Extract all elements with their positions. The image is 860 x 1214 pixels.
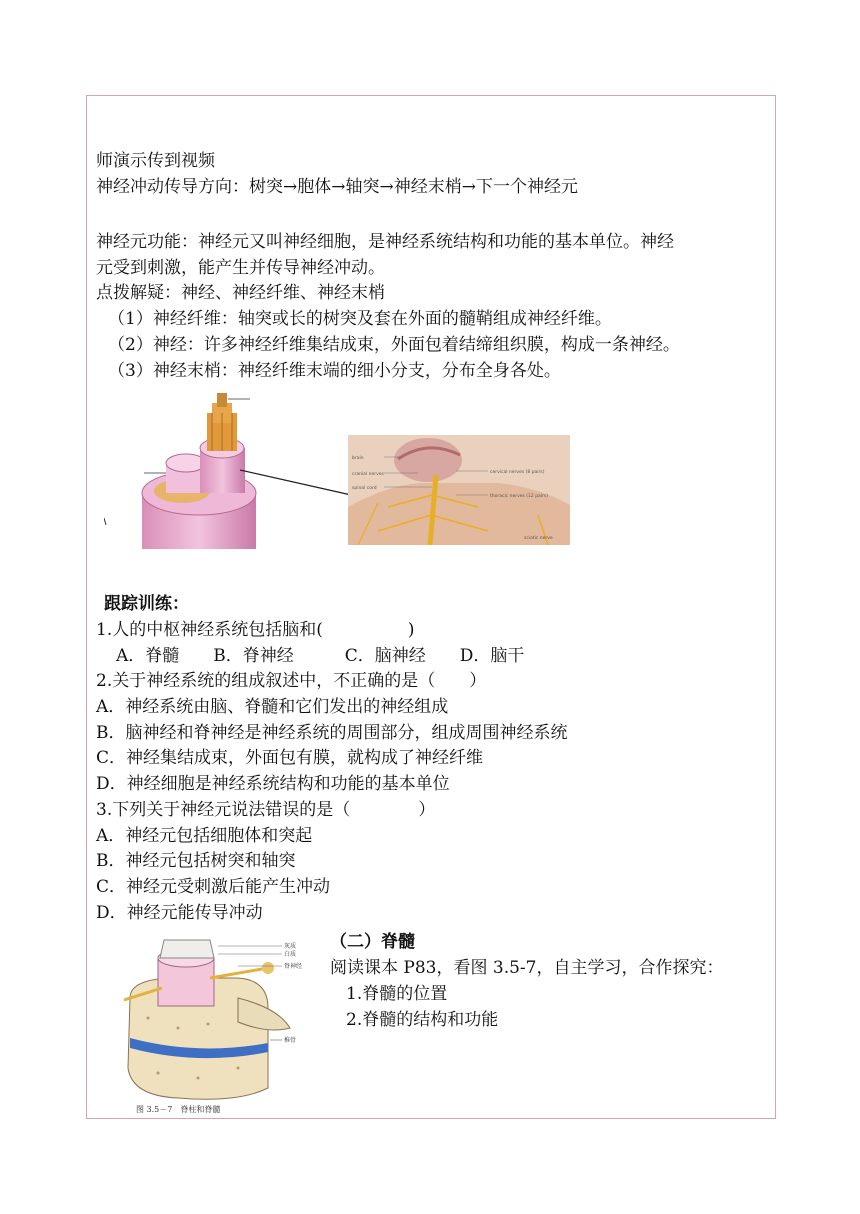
tip-title: 点拨解疑：神经、神经纤维、神经末梢 [96,283,385,303]
question-2-option-a: A．神经系统由脑、脊髓和它们发出的神经组成 [96,697,449,717]
question-3: 3.下列关于神经元说法错误的是（ ） [96,800,436,820]
question-3-option-b: B．神经元包括树突和轴突 [96,851,296,871]
impulse-direction: 神经冲动传导方向：树突→胞体→轴突→神经末梢→下一个神经元 [96,177,578,197]
label-sciatic: sciatic nerve [524,536,553,541]
tip-nerve: （2）神经：许多神经纤维集结成束，外面包着结缔组织膜，构成一条神经。 [108,335,680,355]
spine-figure [118,938,314,1116]
label-spinal-nerve: 脊神经 [284,963,303,970]
question-2-option-b: B．脑神经和脊神经是神经系统的周围部分，组成周围神经系统 [96,723,568,743]
question-2: 2.关于神经系统的组成叙述中，不正确的是（ ） [96,671,487,691]
question-1-options: A．脊髓 B．脊神经 C．脑神经 D．脑干 [116,646,525,666]
question-2-option-d: D．神经细胞是神经系统结构和功能的基本单位 [96,774,450,794]
label-white-matter: 白质 [284,951,297,958]
neuron-function-line2: 元受到刺激，能产生并传导神经冲动。 [96,258,385,278]
neuron-function-line1: 神经元功能：神经元又叫神经细胞，是神经系统结构和功能的基本单位。神经 [96,232,674,252]
label-vertebra: 椎骨 [284,1037,297,1044]
question-1: 1.人的中枢神经系统包括脑和( ) [96,620,415,640]
body-nervous-system-figure [348,435,570,545]
question-3-option-d: D．神经元能传导冲动 [96,903,263,923]
demo-note: 师演示传到视频 [96,151,215,171]
label-cervical: cervical nerves (8 pairs) [490,470,545,475]
question-3-option-c: C．神经元受刺激后能产生冲动 [96,877,331,897]
spinal-intro: 阅读课本 P83，看图 3.5-7，自主学习，合作探究： [330,958,724,978]
label-brain: brain [352,456,364,461]
spinal-item-position: 1.脊髓的位置 [346,984,448,1004]
label-gray-matter: 灰质 [284,943,297,950]
label-cranial: cranial nerves [352,472,384,477]
spinal-item-structure: 2.脊髓的结构和功能 [346,1010,499,1030]
question-3-option-a: A．神经元包括细胞体和突起 [96,826,313,846]
spine-figure-caption: 图 3.5－7 脊柱和脊髓 [136,1105,221,1114]
tip-nerve-fiber: （1）神经纤维：轴突或长的树突及套在外面的髓鞘组成神经纤维。 [108,309,612,329]
spinal-heading: （二）脊髓 [330,932,415,952]
question-2-option-c: C．神经集结成束，外面包有膜，就构成了神经纤维 [96,748,484,768]
label-spinal-cord: spinal cord [352,486,377,491]
tip-nerve-ending: （3）神经末梢：神经纤维末端的细小分支，分布全身各处。 [108,361,561,381]
label-thoracic: thoracic nerves (12 pairs) [490,494,549,499]
practice-title: 跟踪训练： [104,594,189,614]
